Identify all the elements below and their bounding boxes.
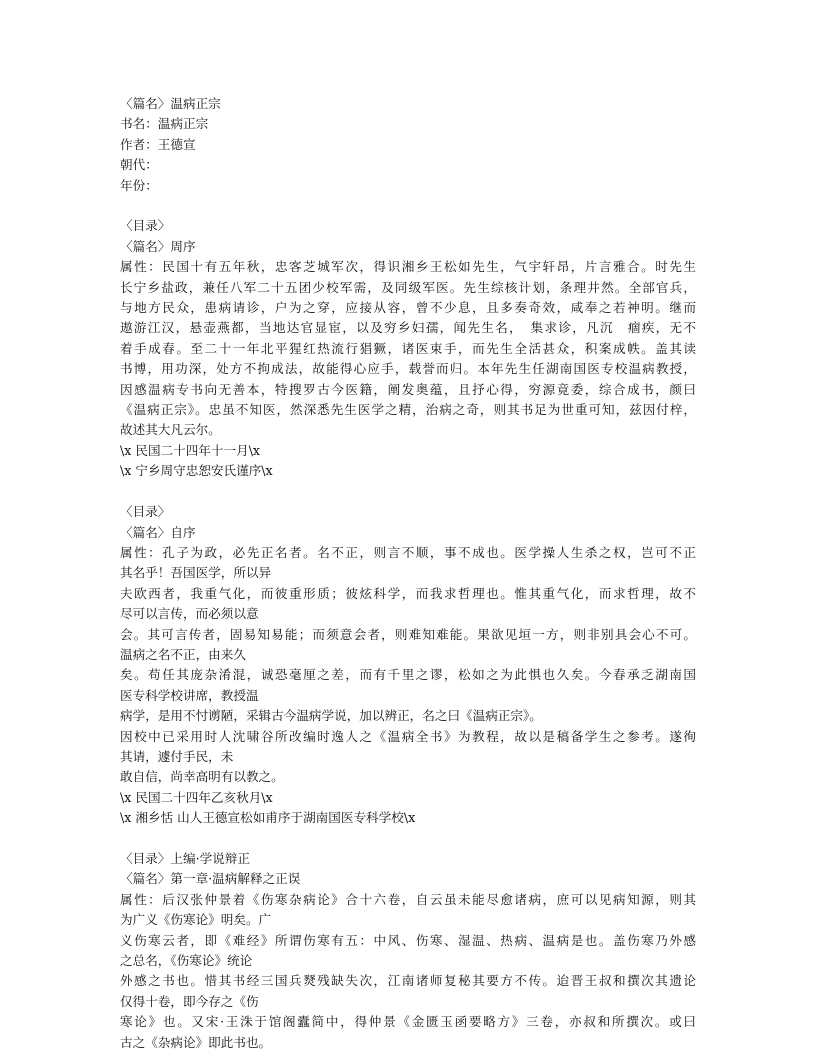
text-line: 年份： xyxy=(120,177,158,193)
text-line: 〈篇名〉温病正宗 xyxy=(120,96,221,111)
text-line: 着手成春。至二十一年北平猩红热流行猖獗，诸医束手，而先生全活甚众，积案成帙。盖其读 xyxy=(120,340,696,356)
text-line: \x 宁乡周守忠恕安氏谨序\x xyxy=(120,463,273,479)
text-line: 〈篇名〉自序 xyxy=(120,524,196,540)
text-line: 〈目录〉 xyxy=(120,504,171,520)
document-page xyxy=(120,94,696,1053)
text-line: 书名：温病正宗 xyxy=(120,116,209,132)
text-line: 义伤寒云者，即《难经》所谓伤寒有五：中风、伤寒、湿温、热病、温病是也。盖伤寒乃外感 xyxy=(120,932,696,948)
text-line: 〈篇名〉第一章·温病解释之正误 xyxy=(120,871,301,887)
text-line: 古之《杂病论》即此书也。 xyxy=(120,1034,272,1050)
text-line: 矣。苟任其庞杂淆混，诚恐毫厘之差，而有千里之谬，松如之为此惧也久矣。今春承乏湖南国 xyxy=(120,667,696,683)
paragraph-gap xyxy=(120,482,696,502)
text-line: 长宁乡盐政，兼任八军二十五团少校军需，及同级军医。先生综核计划，条理井然。全部官兵， xyxy=(120,279,696,295)
text-line: 外感之书也。惜其书经三国兵燹残缺失次，江南诸师复秘其要方不传。迨晋王叔和撰次其遗论 xyxy=(120,973,696,989)
text-line: 书博，用功深，处方不拘成法，故能得心应手，载誉而归。本年先生任湖南国医专校温病教授， xyxy=(120,361,696,377)
text-line: 因校中已采用时人沈啸谷所改编时逸人之《温病全书》为教程，故以是稿备学生之参考。遂徇 xyxy=(120,728,696,744)
text-section xyxy=(120,849,696,1053)
text-line: \x 民国二十四年十一月\x xyxy=(120,442,261,458)
text-line: 与地方民众，患病请诊，户为之穿，应接从容，曾不少息，且多奏奇效，咸奉之若神明。继而 xyxy=(120,300,696,316)
text-line: 其请，遽付手民，未 xyxy=(120,748,234,764)
text-line: 遨游江汉，悬壶燕都，当地达官显宦，以及穷乡妇孺，闻先生名， 集求诊，凡沉 痼疾，无不 xyxy=(120,320,696,336)
text-line: 属性：孔子为政，必先正名者。名不正，则言不顺，事不成也。医学操人生杀之权，岂可不正 xyxy=(120,544,696,560)
paragraph-gap xyxy=(120,829,696,849)
text-line: 作者：王德宣 xyxy=(120,136,196,152)
text-line: 温病之名不正，由来久 xyxy=(120,646,246,662)
text-line: 〈目录〉上编·学说辩正 xyxy=(120,850,250,866)
text-section xyxy=(120,216,696,481)
text-line: \x 民国二十四年乙亥秋月\x xyxy=(120,789,273,805)
text-line: 属性：后汉张仲景着《伤寒杂病论》合十六卷，自云虽未能尽愈诸病，庶可以见病知源，则其 xyxy=(120,891,696,907)
text-line: 寒论》也。又宋·王洙于馆阁蠹简中，得仲景《金匮玉函要略方》三卷，亦叔和所撰次。或曰 xyxy=(120,1014,696,1030)
text-line: 尽可以言传，而必须以意 xyxy=(120,606,259,622)
text-line: 其名乎！吾国医学，所以异 xyxy=(120,565,272,581)
text-line: 〈篇名〉周序 xyxy=(120,238,196,254)
text-line: 医专科学校讲席，教授温 xyxy=(120,687,259,703)
text-line: 〈目录〉 xyxy=(120,218,171,234)
text-line: 之总名，《伤寒论》统论 xyxy=(120,953,253,969)
text-line: 朝代： xyxy=(120,157,158,173)
text-line: 夫欧西者，我重气化，而彼重形质；彼炫科学，而我求哲理也。惟其重气化，而求哲理，故不 xyxy=(120,585,696,601)
text-section xyxy=(120,94,696,196)
text-line: 敢自信，尚幸高明有以教之。 xyxy=(120,769,284,785)
text-line: 《温病正宗》。忠虽不知医，然深悉先生医学之精，治病之奇，则其书足为世重可知，兹因付梓， xyxy=(120,402,696,418)
text-line: 因感温病专书向无善本，特搜罗古今医籍，阐发奥蕴，且抒心得，穷源竟委，综合成书，颜曰 xyxy=(120,381,696,397)
text-line: \x 湘乡恬 山人王德宣松如甫序于湖南国医专科学校\x xyxy=(120,810,416,826)
text-section xyxy=(120,502,696,829)
text-line: 为广义《伤寒论》明矣。广 xyxy=(120,912,272,928)
text-line: 会。其可言传者，固易知易能；而须意会者，则难知难能。果欲见垣一方，则非别具会心不可。 xyxy=(120,626,696,642)
text-line: 仅得十卷，即今存之《伤 xyxy=(120,993,259,1009)
text-line: 病学，是用不忖谫陋，采辑古今温病学说，加以辨正，名之曰《温病正宗》。 xyxy=(120,708,542,724)
paragraph-gap xyxy=(120,196,696,216)
text-line: 属性：民国十有五年秋，忠客芝城军次，得识湘乡王松如先生，气宇轩昂，片言雅合。时先生 xyxy=(120,259,696,275)
text-line: 故述其大凡云尔。 xyxy=(120,422,221,438)
